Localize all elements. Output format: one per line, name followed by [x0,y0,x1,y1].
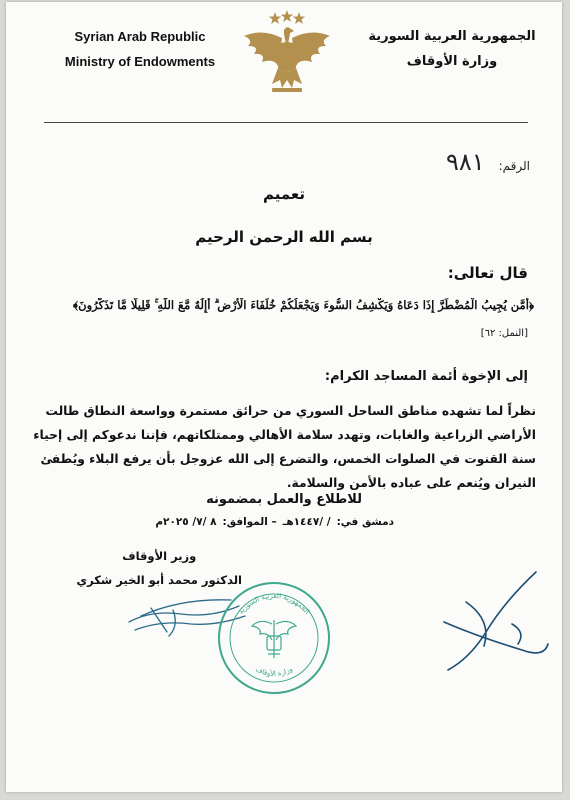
verse-reference: [النمل: ٦٢] [480,328,528,339]
date-separator: – الموافق: [222,516,277,528]
ministry-name-en: Ministry of Endowments [64,54,216,69]
quran-verse: ﴿أَمَّن يُجِيبُ الْمُضْطَرَّ إِذَا دَعَاهُ وَيَكْشِفُ السُّوءَ وَيَجْعَلُكُمْ خُلَفَاءَ الْأَرْضِ ۗ أَإِلَٰهٌ مَّعَ اللَّهِ ۚ قَلِيلًا مَّا تَذَكَّرُونَ﴾ [73,298,534,312]
country-name-ar: الجمهورية العربية السورية [368,29,536,44]
ministry-name-ar: وزارة الأوقاف [406,54,498,69]
date-prefix: دمشق في: [336,516,394,528]
signatory-name: الدكتور محمد أبو الخير شكري [76,573,242,587]
reference-label: الرقم: [498,159,530,173]
reference-value: ٩٨١ [445,148,485,176]
official-stamp [216,580,332,696]
minister-signature [426,562,556,682]
addressee: إلى الإخوة أئمة المساجد الكرام: [324,369,528,384]
header-english [30,24,250,74]
signatory-title: وزير الأوقاف [122,549,197,563]
header-arabic [362,24,542,74]
date-gregorian: ٨ /٧/ ٢٠٢٥م [155,516,217,528]
document-page [6,2,562,792]
basmala: بسم الله الرحمن الرحيم [195,228,373,246]
reference-number [446,148,530,176]
stamp-eagle-icon [252,620,296,658]
date-line [155,516,394,528]
stamp-bottom-text: وزارة الأوقاف [254,665,294,679]
body-paragraph: نظراً لما تشهده مناطق الساحل السوري من حرائق مستمرة وواسعة النطاق طالت الأراضي الزراعية والغابات، وتهدد سلامة الأهالي وممتلكاتهم، فإننا ندعوكم إلى إحياء سنة القنوت في الصلوات الخمس، والتضرع إلى الله عزوجل بأن يرفع البلاء ويُطفئ النيران ويُنعم على عباده بالأمن والسلامة. [33,404,536,490]
country-name-en: Syrian Arab Republic [74,29,206,44]
for-action-line: للاطلاع والعمل بمضمونه [206,492,362,507]
stamp-arc-text: الجمهورية العربية السورية [236,591,312,616]
date-hijri: / /١٤٤٧هـ [282,516,331,528]
quote-intro: قال تعالى: [447,264,528,282]
document-type: تعميم [262,185,306,203]
syrian-eagle-emblem [232,8,342,100]
header-divider [44,122,528,123]
